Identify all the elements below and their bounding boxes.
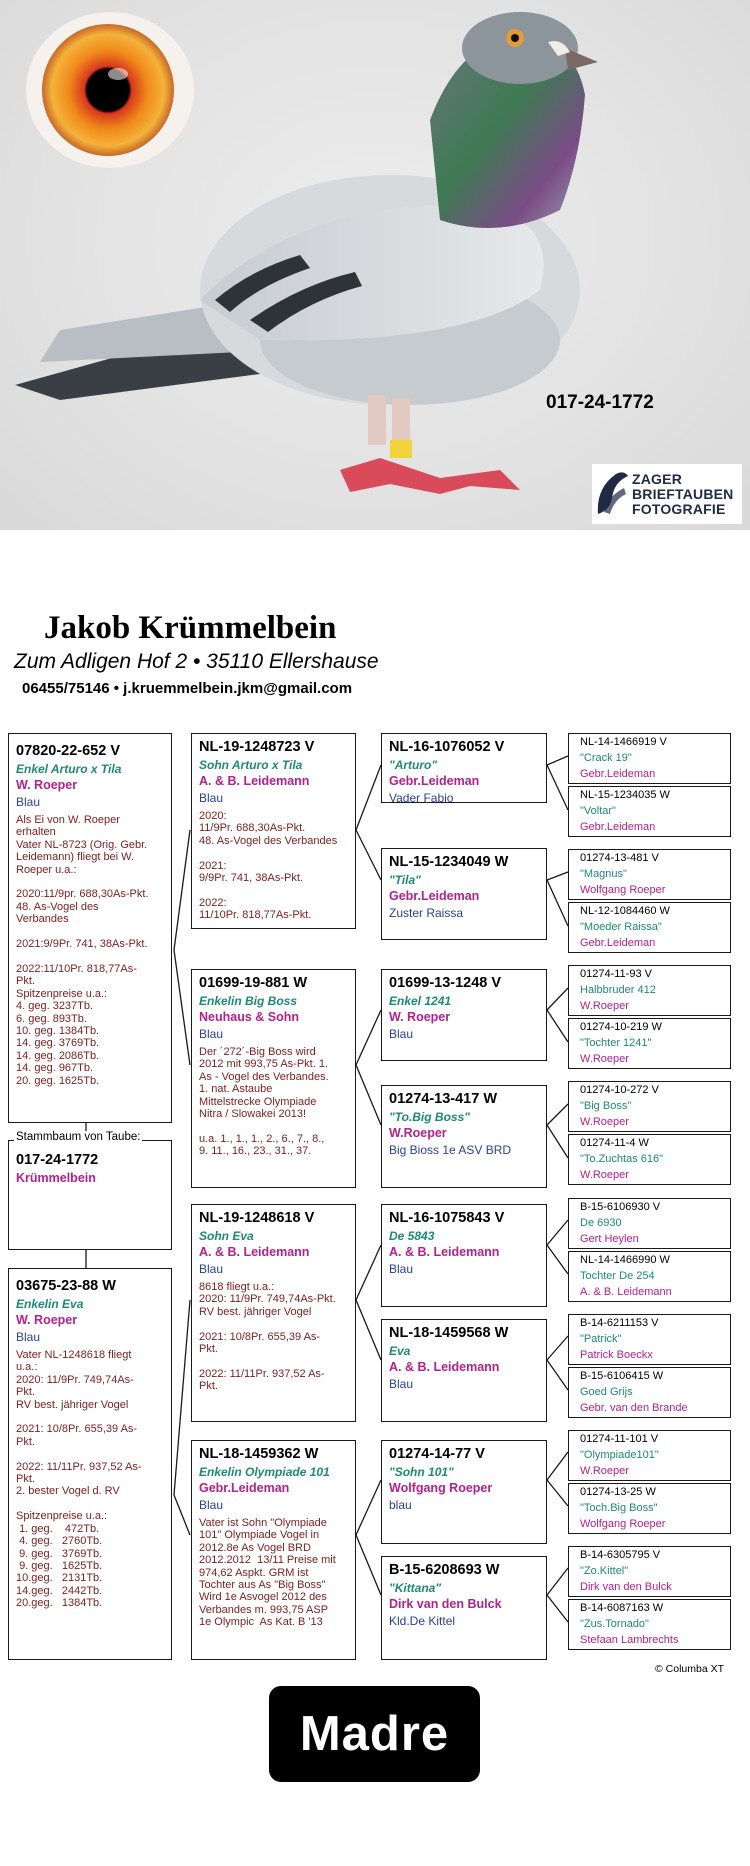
gen5-ring: B-15-6106930 V	[580, 1201, 661, 1213]
gen5-box-15	[568, 1546, 731, 1597]
grandparent-ring: 01699-19-881 W	[199, 975, 308, 991]
mother-description: Enkelin Eva	[16, 1297, 84, 1311]
photographer-logo	[592, 464, 742, 524]
gen5-owner: Gebr.Leideman	[580, 937, 656, 949]
gen5-ring: 01274-11-101 V	[580, 1433, 659, 1445]
grandparent-owner: A. & B. Leidemann	[199, 1245, 310, 1259]
gen5-owner: W.Roeper	[580, 1116, 629, 1128]
breeder-name: Jakob Krümmelbein	[44, 610, 337, 646]
ggp-owner: Wolfgang Roeper	[389, 1481, 493, 1495]
grandparent-ring: NL-19-1248618 V	[199, 1210, 315, 1226]
ggp-description: "Tila"	[389, 873, 421, 887]
gen5-owner: Gert Heylen	[580, 1233, 639, 1245]
gen5-name: Goed Grijs	[580, 1386, 633, 1398]
great-grandparent-box-8	[381, 1556, 547, 1660]
madre-badge: Madre	[269, 1686, 480, 1782]
ggp-ring: 01274-14-77 V	[389, 1446, 485, 1462]
gen5-owner: Wolfgang Roeper	[580, 1518, 666, 1530]
great-grandparent-box-4	[381, 1085, 547, 1188]
gen5-box-2	[568, 786, 731, 837]
grandparent-owner: A. & B. Leidemann	[199, 774, 310, 788]
gen5-name: "Voltar"	[580, 805, 616, 817]
gen5-box-5	[568, 965, 731, 1016]
ggp-description: "To.Big Boss"	[389, 1110, 470, 1124]
gen5-box-10	[568, 1251, 731, 1302]
gen5-box-4	[568, 902, 731, 953]
copyright: © Columba XT	[655, 1663, 725, 1675]
pigeon-photo	[0, 0, 750, 530]
gen5-name: "Patrick"	[580, 1333, 622, 1345]
gen5-ring: NL-15-1234035 W	[580, 789, 670, 801]
ggp-color: Blau	[389, 1377, 414, 1391]
logo-line-2: BRIEFTAUBEN	[632, 486, 734, 502]
gen5-owner: W.Roeper	[580, 1053, 629, 1065]
father-description: Enkel Arturo x Tila	[16, 762, 122, 776]
ggp-color: Zuster Raissa	[389, 906, 464, 920]
gen5-name: "Toch.Big Boss"	[580, 1502, 658, 1514]
ggp-description: De 5843	[389, 1229, 435, 1243]
grandparent-description: Sohn Eva	[199, 1229, 254, 1243]
ggp-description: "Kittana"	[389, 1581, 442, 1595]
logo-line-3: FOTOGRAFIE	[632, 501, 726, 517]
mother-owner: W. Roeper	[16, 1313, 78, 1327]
grandparent-description: Sohn Arturo x Tila	[199, 758, 303, 772]
ggp-owner: Gebr.Leideman	[389, 889, 480, 903]
ggp-description: Eva	[389, 1344, 411, 1358]
gen5-name: "Moeder Raissa"	[580, 921, 662, 933]
gen5-box-12	[568, 1367, 731, 1418]
great-grandparent-box-1	[381, 733, 547, 803]
gen5-name: "Zo.Kittel"	[580, 1565, 629, 1577]
ggp-ring: NL-16-1076052 V	[389, 739, 505, 755]
pigeon-logo-icon	[594, 468, 630, 518]
grandparent-color: Blau	[199, 1027, 224, 1041]
gen5-box-6	[568, 1018, 731, 1069]
ggp-color: Blau	[389, 1027, 414, 1041]
gen5-owner: Dirk van den Bulck	[580, 1581, 672, 1593]
gen5-ring: NL-14-1466990 W	[580, 1254, 670, 1266]
gen5-box-9	[568, 1198, 731, 1249]
grandparent-owner: Gebr.Leideman	[199, 1481, 290, 1495]
gen5-ring: B-14-6087163 W	[580, 1602, 664, 1614]
gen5-name: "Olympiade101"	[580, 1449, 659, 1461]
ggp-color: Vader Fabio	[389, 791, 454, 803]
father-color: Blau	[16, 795, 41, 809]
gen5-name: De 6930	[580, 1217, 622, 1229]
logo-line-1: ZAGER	[632, 471, 682, 487]
grandparent-color: Blau	[199, 1262, 224, 1276]
gen5-box-14	[568, 1483, 731, 1534]
gen5-box-13	[568, 1430, 731, 1481]
ggp-color: blau	[389, 1498, 412, 1512]
gen5-ring: NL-12-1084460 W	[580, 905, 670, 917]
breeder-contact: 06455/75146 • j.kruemmelbein.jkm@gmail.com	[22, 680, 353, 697]
great-grandparent-box-6	[381, 1319, 547, 1422]
grandparent-notes: 2020: 11/9Pr. 688,30As-Pkt. 48. As-Vogel des Verbandes 2021: 9/9Pr. 741, 38As-Pkt. 2022: 11/10Pr. 818,77As-Pkt.	[199, 810, 338, 922]
ggp-description: Enkel 1241	[389, 994, 452, 1008]
gen5-ring: NL-14-1466919 V	[580, 736, 667, 748]
ggp-color: Kld.De Kittel	[389, 1614, 456, 1628]
ggp-ring: NL-18-1459568 W	[389, 1325, 509, 1341]
gen5-ring: 01274-10-219 W	[580, 1021, 662, 1033]
gen5-ring: B-14-6211153 V	[580, 1317, 659, 1329]
gen5-box-16	[568, 1599, 731, 1650]
gen5-ring: 01274-13-25 W	[580, 1486, 656, 1498]
ggp-owner: W. Roeper	[389, 1010, 451, 1024]
grandparent-notes: Der ´272´-Big Boss wird 2012 mit 993,75 As-Pkt. 1. As - Vogel des Verbandes. 1. nat. Astaube Mittelstrecke Olympiade Nitra / Slowakei 2013! u.a. 1., 1., 1., 2., 6., 7., 8., 9. 11., 16., 23., 31., 37.	[199, 1046, 329, 1158]
gen5-name: Tochter De 254	[580, 1270, 655, 1282]
grandparent-notes: 8618 fliegt u.a.: 2020: 11/9Pr. 749,74As-Pkt. RV best. jähriger Vogel 2021: 10/8Pr. 655,39 As- Pkt. 2022: 11/11Pr. 937,52 As- Pkt.	[199, 1281, 336, 1393]
gen5-owner: W.Roeper	[580, 1169, 629, 1181]
subject-owner: Krümmelbein	[16, 1171, 96, 1185]
gen5-name: "Big Boss"	[580, 1100, 632, 1112]
grandparent-color: Blau	[199, 791, 224, 805]
ggp-description: "Arturo"	[389, 758, 438, 772]
great-grandparent-box-2	[381, 848, 547, 940]
grandparent-box-3	[191, 1204, 356, 1422]
ggp-description: "Sohn 101"	[389, 1465, 454, 1479]
grandparent-ring: NL-19-1248723 V	[199, 739, 315, 755]
father-box	[8, 733, 172, 1123]
gen5-owner: W.Roeper	[580, 1465, 629, 1477]
gen5-name: "Zus.Tornado"	[580, 1618, 649, 1630]
grandparent-description: Enkelin Big Boss	[199, 994, 298, 1008]
ggp-color: Big Bioss 1e ASV BRD	[389, 1143, 512, 1157]
ggp-owner: Dirk van den Bulck	[389, 1597, 502, 1611]
gen5-box-1	[568, 733, 731, 784]
gen5-owner: A. & B. Leidemann	[580, 1286, 672, 1298]
gen5-owner: W.Roeper	[580, 1000, 629, 1012]
gen5-ring: 01274-11-93 V	[580, 968, 652, 980]
gen5-name: "Tochter 1241"	[580, 1037, 652, 1049]
ggp-owner: A. & B. Leidemann	[389, 1360, 500, 1374]
grandparent-ring: NL-18-1459362 W	[199, 1446, 319, 1462]
grandparent-box-2	[191, 969, 356, 1188]
gen5-ring: 01274-11-4 W	[580, 1137, 649, 1149]
grandparent-owner: Neuhaus & Sohn	[199, 1010, 300, 1024]
gen5-owner: Gebr. van den Brande	[580, 1402, 688, 1414]
gen5-box-3	[568, 849, 731, 900]
gen5-ring: B-14-6305795 V	[580, 1549, 661, 1561]
great-grandparent-box-5	[381, 1204, 547, 1307]
gen5-name: "Magnus"	[580, 868, 627, 880]
subject-box	[8, 1140, 172, 1250]
ggp-ring: NL-16-1075843 V	[389, 1210, 505, 1226]
mother-color: Blau	[16, 1330, 41, 1344]
gen5-name: "Crack 19"	[580, 752, 632, 764]
ggp-ring: 01274-13-417 W	[389, 1091, 498, 1107]
gen5-owner: Patrick Boeckx	[580, 1349, 653, 1361]
ggp-color: Blau	[389, 1262, 414, 1276]
father-owner: W. Roeper	[16, 778, 78, 792]
gen5-name: Halbbruder 412	[580, 984, 656, 996]
gen5-box-11	[568, 1314, 731, 1365]
ggp-ring: B-15-6208693 W	[389, 1562, 500, 1578]
gen5-name: "To.Zuchtas 616"	[580, 1153, 664, 1165]
breeder-address: Zum Adligen Hof 2 • 35110 Ellershause	[14, 650, 379, 673]
gen5-owner: Gebr.Leideman	[580, 768, 656, 780]
father-notes: Als Ei von W. Roeper erhalten Vater NL-8723 (Orig. Gebr. Leidemann) fliegt bei W. Roeper u.a.: 2020:11/9pr. 688,30As-Pkt. 48. As-Vogel des Verbandes 2021:9/9Pr. 741, 38As-Pkt. 2022:11/10Pr. 818,77As- Pkt. Spitzenpreise u.a.: 4. geg. 3237Tb. 6. geg. 893Tb. 10. geg. 1384Tb. 14. geg. 3769Tb. 14. geg. 2086Tb. 14. geg. 967Tb. 20. geg. 1625Tb.	[16, 814, 149, 1087]
mother-notes: Vater NL-1248618 fliegt u.a.: 2020: 11/9Pr. 749,74As- Pkt. RV best. jähriger Vogel 2021: 10/8Pr. 655,39 As- Pkt. 2022: 11/11Pr. 937,52 As- Pkt. 2. bester Vogel d. RV Spitzenpreise u.a.: 1. geg. 472Tb. 4. geg. 2760Tb. 9. geg. 3769Tb. 9. geg. 1625Tb. 10.geg. 2131Tb. 14.geg. 2442Tb. 20.geg. 1384Tb.	[16, 1349, 142, 1610]
gen5-ring: 01274-13-481 V	[580, 852, 659, 864]
pigeon-illustration	[0, 0, 750, 530]
gen5-owner: Wolfgang Roeper	[580, 884, 666, 896]
ggp-ring: 01699-13-1248 V	[389, 975, 502, 991]
grandparent-box-1	[191, 733, 356, 929]
subject-label: Stammbaum von Taube:	[16, 1131, 141, 1143]
gen5-ring: 01274-10-272 V	[580, 1084, 659, 1096]
grandparent-box-4	[191, 1440, 356, 1660]
eye-iris	[42, 24, 174, 156]
grandparent-color: Blau	[199, 1498, 224, 1512]
ggp-owner: W.Roeper	[389, 1126, 447, 1140]
grandparent-notes: Vater ist Sohn "Olympiade 101" Olympiade Vogel in 2012.8e As Vogel BRD 2012.2012 13/11 Preise mit 974,62 Aspkt. GRM ist Tochter aus As "Big Boss" Wird 1e Asvogel 2012 des Verbandes m. 993,75 ASP 1e Olympic As Kat. B '13	[199, 1517, 336, 1629]
photo-ring-number: 017-24-1772	[546, 392, 654, 413]
gen5-owner: Gebr.Leideman	[580, 821, 656, 833]
subject-ring: 017-24-1772	[16, 1152, 99, 1168]
grandparent-description: Enkelin Olympiade 101	[199, 1465, 330, 1479]
gen5-box-8	[568, 1134, 731, 1185]
ggp-owner: Gebr.Leideman	[389, 774, 480, 788]
father-ring: 07820-22-652 V	[16, 743, 120, 759]
great-grandparent-box-7	[381, 1440, 547, 1544]
gen5-box-7	[568, 1081, 731, 1132]
mother-box	[8, 1268, 172, 1660]
ggp-owner: A. & B. Leidemann	[389, 1245, 500, 1259]
ggp-ring: NL-15-1234049 W	[389, 854, 509, 870]
mother-ring: 03675-23-88 W	[16, 1278, 116, 1294]
gen5-ring: B-15-6106415 W	[580, 1370, 664, 1382]
gen5-owner: Stefaan Lambrechts	[580, 1634, 679, 1646]
great-grandparent-box-3	[381, 969, 547, 1061]
